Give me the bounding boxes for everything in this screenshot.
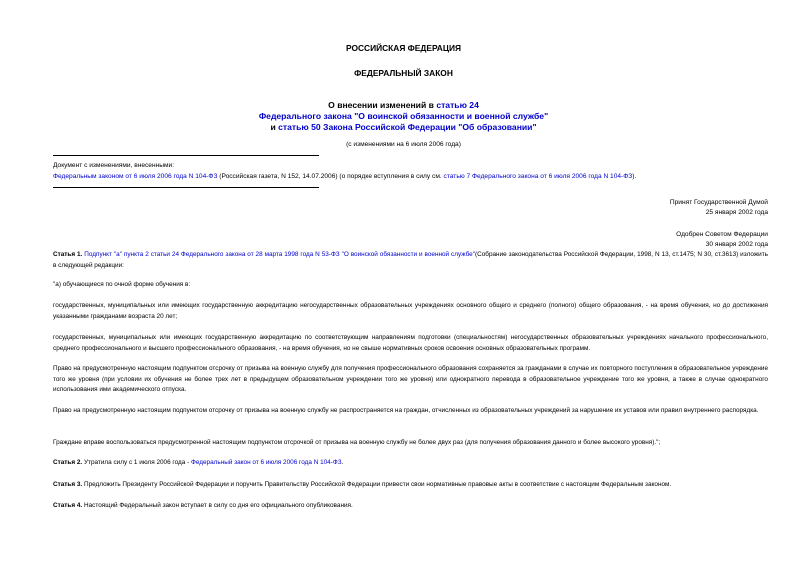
article-2-label: Статья 2.	[53, 459, 83, 466]
military-law-link[interactable]: Федерального закона "О воинской обязанности и военной службе"	[258, 111, 549, 121]
title-prefix: О внесении изменений в	[328, 100, 437, 110]
edition-note: (с изменениями на 6 июля 2006 года)	[346, 141, 461, 148]
title-line-2	[0, 111, 807, 122]
article-3-label: Статья 3.	[53, 481, 83, 488]
council-line-1: Одобрен Советом Федерации	[676, 231, 768, 238]
country-heading: РОССИЙСКАЯ ФЕДЕРАЦИЯ	[345, 43, 462, 53]
subparagraph-a-link[interactable]: Подпункт "а" пункта 2 статьи 24 Федерального закона от 28 марта 1998 года N 53-ФЗ "О воинской обязанности и военной службе"	[84, 251, 475, 258]
article-1-p4: Право на предусмотренную настоящим подпунктом отсрочку от призыва на военную службу для получения профессионального образования сохраняется за гражданами в случае их повторного поступления в образовательное учреждение того же уровня (при условии их обучения не более трех лет в предыдущем образовательном учреждении того же уровня) или однократного перевода в образовательное учреждение того же уровня, а также в случае однократного использования ими академического отпуска.	[53, 365, 768, 393]
duma-line-1: Принят Государственной Думой	[669, 199, 768, 206]
article-1-p2: государственных, муниципальных или имеющих государственную аккредитацию негосударственных образовательных учреждениях основного общего и среднего (полного) общего образования, - на время обучения, но до достижения указанными гражданами возраста 20 лет;	[53, 302, 768, 320]
divider-top	[53, 155, 319, 156]
duma-adoption	[670, 198, 768, 218]
article-1-text: (Собрание законодательства Российской Федерации, 1998, N 13, ст.1475; N 30, ст.3613) изложить в следующей редакции:	[53, 251, 768, 269]
doc-type-heading: ФЕДЕРАЛЬНЫЙ ЗАКОН	[354, 68, 453, 78]
council-approval	[676, 230, 768, 250]
article-3	[53, 480, 768, 491]
article-4-label: Статья 4.	[53, 502, 83, 509]
article-1-label: Статья 1.	[53, 251, 83, 258]
article-2-end: .	[341, 459, 344, 466]
duma-line-2: 25 января 2002 года	[705, 209, 768, 216]
article-1-p3: государственных, муниципальных или имеющих государственную аккредитацию по соответствующим направлениям подготовки (специальностям) негосударственных образовательных учреждениях начального профессионального, среднего профессионального и высшего профессионального образования, - на время обучения, но не свыше нормативных сроков освоения основных образовательных программ.	[53, 334, 768, 352]
education-law-link[interactable]: статью 50 Закона Российской Федерации "Об образовании"	[278, 122, 537, 132]
changes-text-1: (Российская газета, N 152, 14.07.2006) (о порядке вступления в силу см.	[217, 173, 444, 180]
article-7-link[interactable]: статью 7 Федерального закона от 6 июля 2006 года N 104-ФЗ	[443, 173, 633, 180]
article-4	[53, 501, 768, 512]
article-3-text: Предложить Президенту Российской Федерации и поручить Правительству Российской Федерации привести свои нормативные правовые акты в соответствие с настоящим Федеральным законом.	[82, 481, 672, 488]
title-line-3	[0, 122, 807, 133]
title-line-1	[0, 100, 807, 111]
article-1-p5: Право на предусмотренную настоящим подпунктом отсрочку от призыва на военную службу не распространяется на граждан, отчисленных из образовательных учреждений за нарушение их уставов или правил внутреннего распорядка.	[53, 407, 759, 414]
article-1-p6: Граждане вправе воспользоваться предусмотренной настоящим подпунктом отсрочкой от призыва на военную службу не более двух раз (для получения образования данного и более высокого уровня).";	[53, 439, 661, 446]
repealing-law-link[interactable]: Федеральный закон от 6 июля 2006 года N 104-ФЗ	[191, 459, 342, 466]
changes-block	[53, 160, 636, 182]
law-title	[0, 100, 807, 133]
article-24-link[interactable]: статью 24	[436, 100, 479, 110]
changes-details	[53, 171, 636, 182]
article-2	[53, 458, 768, 469]
article-4-text: Настоящий Федеральный закон вступает в силу со дня его официального опубликования.	[82, 502, 353, 509]
title-line3-prefix: и	[270, 122, 279, 132]
divider-bottom	[53, 187, 319, 188]
council-line-2: 30 января 2002 года	[705, 241, 768, 248]
article-1-intro	[53, 250, 768, 271]
amending-law-link[interactable]: Федеральным законом от 6 июля 2006 года N 104-ФЗ	[53, 173, 218, 180]
article-1-p1: "а) обучающиеся по очной форме обучения в:	[53, 281, 191, 288]
article-2-text: Утратила силу с 1 июля 2006 года -	[82, 459, 191, 466]
changes-label: Документ с изменениями, внесенными:	[53, 162, 175, 169]
changes-text-2: ).	[632, 173, 637, 180]
